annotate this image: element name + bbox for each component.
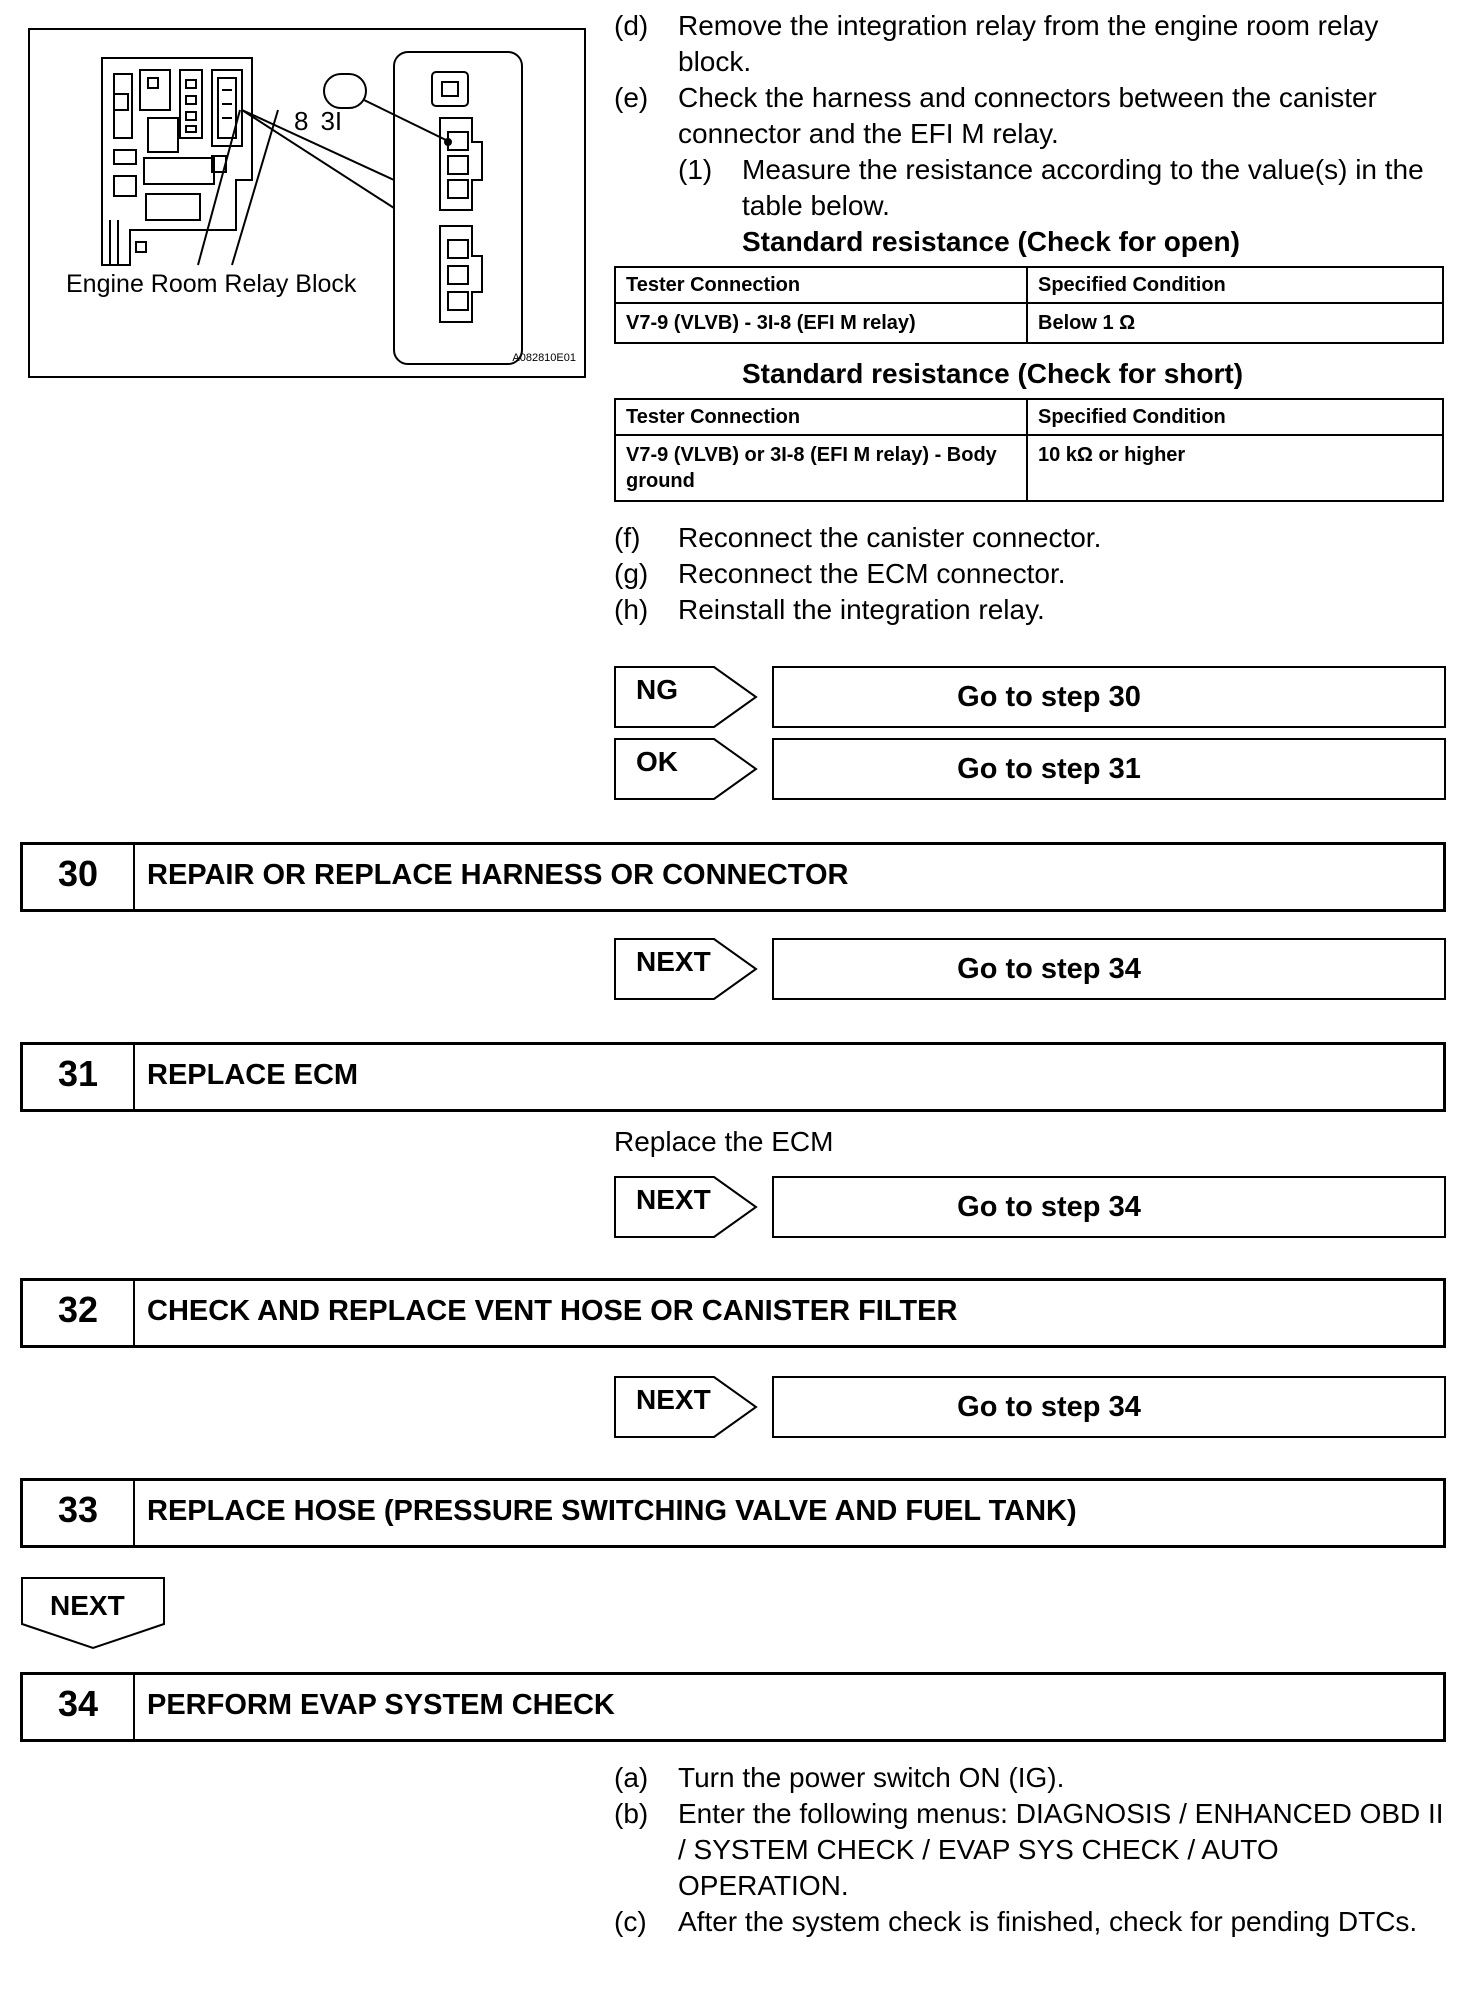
step-e1: (1) Measure the resistance according to the value(s) in the table below. xyxy=(678,154,1424,221)
step-e: (e) Check the harness and connectors between the canister connector and the EFI M relay. xyxy=(614,82,1377,149)
step-31-next xyxy=(614,1176,1446,1238)
step-number: 31 xyxy=(23,1045,135,1109)
step-title: REPLACE HOSE (PRESSURE SWITCHING VALVE AND FUEL TANK) xyxy=(147,1495,1077,1527)
table-cell: Below 1 Ω xyxy=(1027,303,1443,343)
step-title: REPAIR OR REPLACE HARNESS OR CONNECTOR xyxy=(147,859,849,891)
step-30-next xyxy=(614,938,1446,1000)
step-h: (h) Reinstall the integration relay. xyxy=(614,594,1045,625)
ng-tag: NG xyxy=(614,666,758,728)
step-d: (d) Remove the integration relay from the engine room relay block. xyxy=(614,10,1379,77)
step-34-b: (b) Enter the following menus: DIAGNOSIS / ENHANCED OBD II / SYSTEM CHECK / EVAP SYS CHECK / AUTO OPERATION. xyxy=(614,1798,1444,1901)
step-31-body: Replace the ECM xyxy=(614,1126,834,1157)
step-number: 30 xyxy=(23,845,135,909)
table-cell: V7-9 (VLVB) or 3I-8 (EFI M relay) - Body ground xyxy=(615,435,1027,501)
step-number: 33 xyxy=(23,1481,135,1545)
step-number: 34 xyxy=(23,1675,135,1739)
relay-block-diagram xyxy=(30,30,586,378)
step-33-next-button[interactable]: NEXT xyxy=(20,1576,170,1652)
procedure-top xyxy=(614,8,1444,628)
step-33-header xyxy=(20,1478,1446,1548)
table-header: Tester Connection xyxy=(615,267,1027,303)
goto-step-31-link[interactable]: Go to step 31 xyxy=(772,738,1446,800)
next-tag: NEXT xyxy=(614,938,758,1000)
result-ok xyxy=(614,738,1446,800)
step-g: (g) Reconnect the ECM connector. xyxy=(614,558,1066,589)
table-row xyxy=(615,303,1443,343)
figure-code: A082810E01 xyxy=(512,352,576,364)
step-31-header xyxy=(20,1042,1446,1112)
short-check-title: Standard resistance (Check for short) xyxy=(742,358,1244,389)
step-title: PERFORM EVAP SYSTEM CHECK xyxy=(147,1689,615,1721)
step-32-next xyxy=(614,1376,1446,1438)
step-34-a: (a) Turn the power switch ON (IG). xyxy=(614,1762,1065,1793)
step-title: REPLACE ECM xyxy=(147,1059,359,1091)
next-tag: NEXT xyxy=(614,1376,758,1438)
step-34-c: (c) After the system check is finished, check for pending DTCs. xyxy=(614,1906,1418,1937)
step-34-header xyxy=(20,1672,1446,1742)
goto-step-34-link[interactable]: Go to step 34 xyxy=(772,938,1446,1000)
goto-step-34-link[interactable]: Go to step 34 xyxy=(772,1176,1446,1238)
table-cell: V7-9 (VLVB) - 3I-8 (EFI M relay) xyxy=(615,303,1027,343)
step-32-header xyxy=(20,1278,1446,1348)
step-f: (f) Reconnect the canister connector. xyxy=(614,522,1102,553)
table-header: Tester Connection xyxy=(615,399,1027,435)
table-header: Specified Condition xyxy=(1027,267,1443,303)
short-check-table xyxy=(614,398,1444,502)
callout-label: 8 3I xyxy=(294,106,343,136)
table-cell: 10 kΩ or higher xyxy=(1027,435,1443,501)
step-34-procedure xyxy=(614,1760,1444,1940)
goto-step-30-link[interactable]: Go to step 30 xyxy=(772,666,1446,728)
goto-step-34-link[interactable]: Go to step 34 xyxy=(772,1376,1446,1438)
figure-caption: Engine Room Relay Block xyxy=(66,270,357,298)
table-header-row xyxy=(615,399,1443,435)
result-ng xyxy=(614,666,1446,728)
step-number: 32 xyxy=(23,1281,135,1345)
table-header-row xyxy=(615,267,1443,303)
step-30-header xyxy=(20,842,1446,912)
next-tag: NEXT xyxy=(614,1176,758,1238)
open-check-title: Standard resistance (Check for open) xyxy=(742,226,1240,257)
open-check-table xyxy=(614,266,1444,344)
step-title: CHECK AND REPLACE VENT HOSE OR CANISTER FILTER xyxy=(147,1295,958,1327)
ok-tag: OK xyxy=(614,738,758,800)
table-row xyxy=(615,435,1443,501)
relay-block-figure xyxy=(28,28,586,378)
table-header: Specified Condition xyxy=(1027,399,1443,435)
